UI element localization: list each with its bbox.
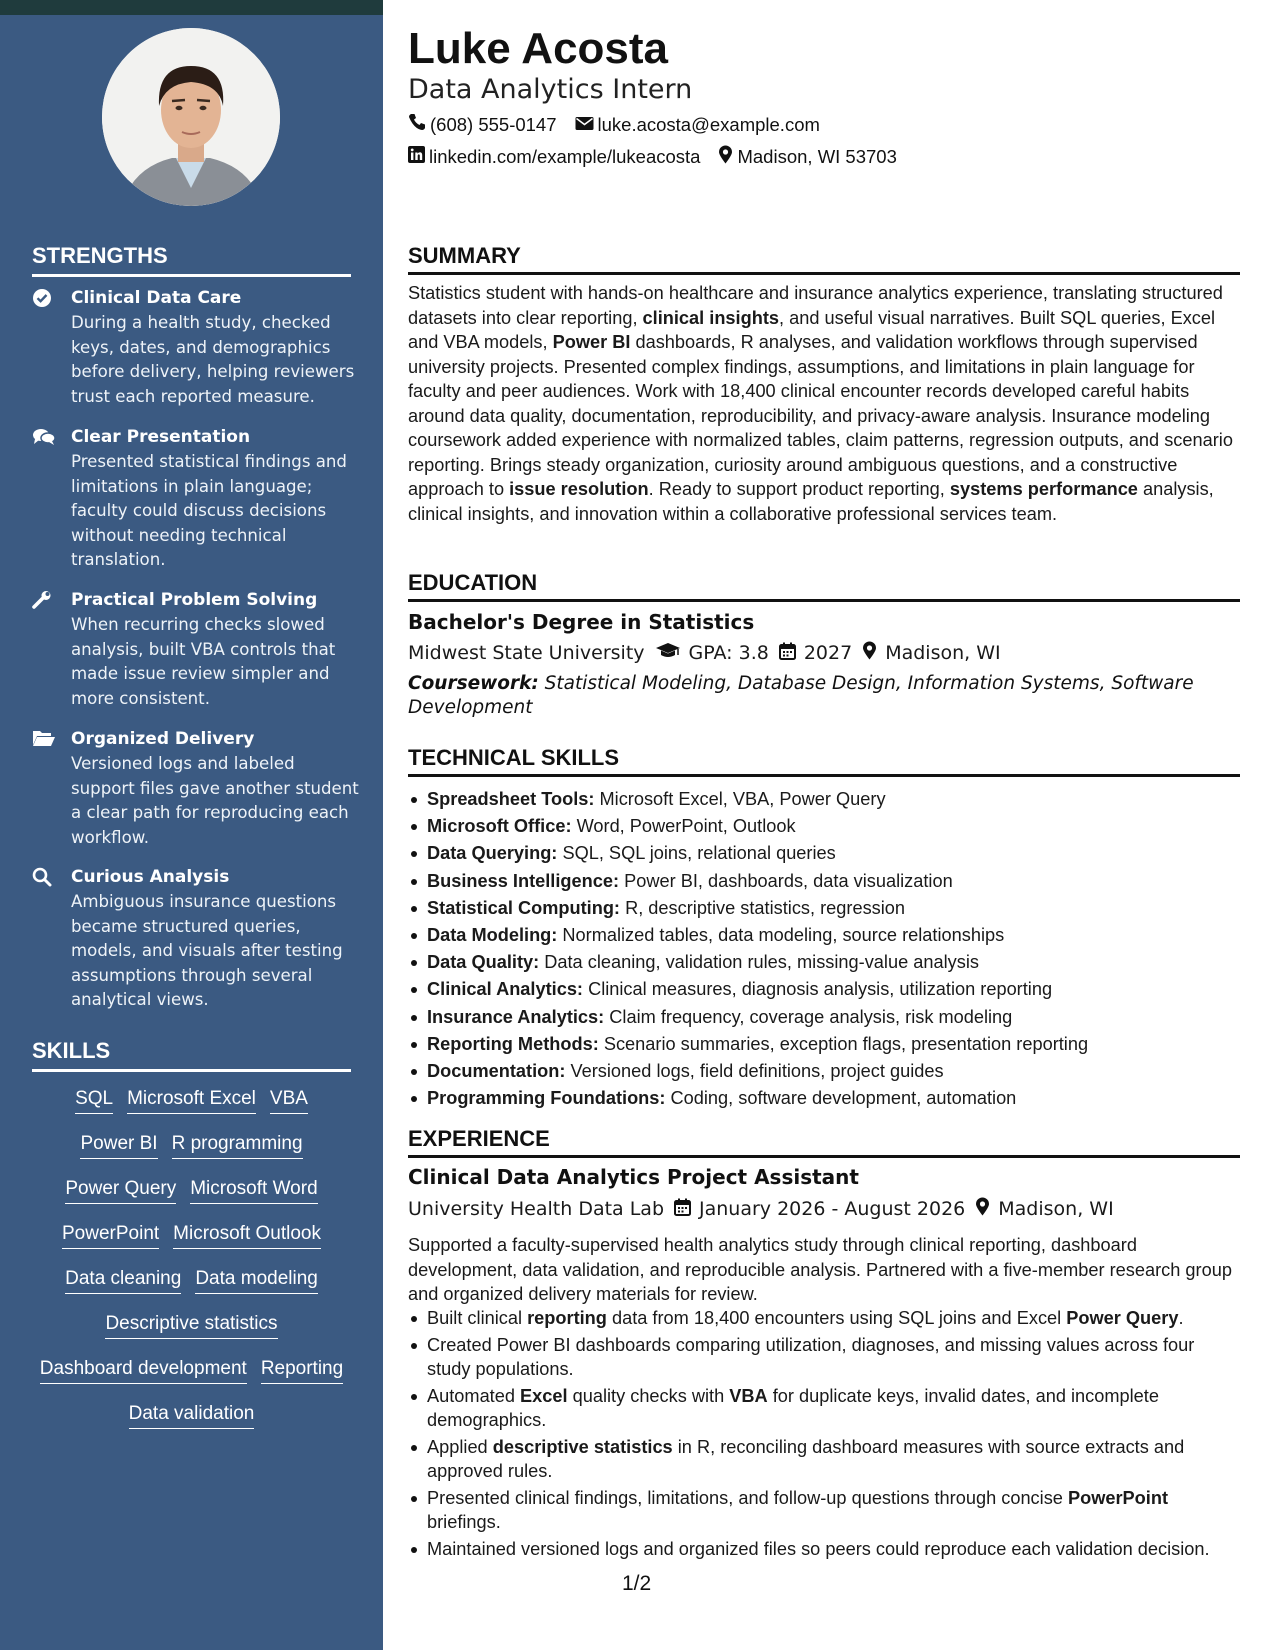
- list-item: Documentation: Versioned logs, field definitions, project guides: [408, 1058, 1240, 1085]
- strength-description: When recurring checks slowed analysis, built VBA controls that made issue review simpler and more consistent.: [71, 615, 336, 708]
- map-pin-icon: [852, 641, 885, 665]
- education-location: Madison, WI: [885, 642, 1001, 664]
- list-item: Data Querying: SQL, SQL joins, relational queries: [408, 840, 1240, 867]
- skills-row: [0, 1358, 383, 1384]
- skill-chip: SQL: [75, 1088, 113, 1114]
- linkedin-url[interactable]: linkedin.com/example/lukeacosta: [429, 146, 701, 167]
- summary-text: Statistics student with hands-on healthcare and insurance analytics experience, translating structured datasets into clear reporting, clinical insights, and useful visual narratives. Built SQL queries, Excel and VBA models, Power BI dashboards, R analyses, and validation workflows through supervised university projects. Presented complex findings, assumptions, and limitations in plain language for faculty and peer audiences. Work with 18,400 clinical encounter records developed careful habits around data quality, documentation, reproducibility, and privacy-aware analysis. Insurance modeling coursework added experience with normalized tables, claim patterns, regression outputs, and scenario reporting. Brings steady organization, curiosity around ambiguous questions, and a constructive approach to issue resolution. Ready to support product reporting, systems performance analysis, clinical insights, and innovation within a collaborative professional services team.: [408, 283, 1233, 524]
- experience-bullets: [408, 1306, 1240, 1563]
- list-item: Spreadsheet Tools: Microsoft Excel, VBA, Power Query: [408, 786, 1240, 813]
- sidebar: [0, 0, 383, 1650]
- strength-description: Presented statistical findings and limitations in plain language; faculty could discuss decisions without needing technical translation.: [71, 452, 347, 569]
- skills-row: [0, 1313, 383, 1339]
- list-item: Automated Excel quality checks with VBA for duplicate keys, invalid dates, and incomplete demographics.: [408, 1384, 1240, 1433]
- list-item: Clinical Analytics: Clinical measures, diagnosis analysis, utilization reporting: [408, 976, 1240, 1003]
- phone-icon: [408, 113, 430, 136]
- check-circle-icon: [32, 288, 54, 310]
- sidebar-top-band: [0, 0, 383, 15]
- job-title: Clinical Data Analytics Project Assistant: [408, 1165, 859, 1189]
- skill-chip: PowerPoint: [62, 1223, 159, 1249]
- skill-chip: Data cleaning: [65, 1268, 181, 1294]
- education-heading: EDUCATION: [408, 570, 1240, 602]
- candidate-title: Data Analytics Intern: [408, 74, 693, 105]
- skills-row: [0, 1268, 383, 1294]
- coursework: [408, 672, 1240, 720]
- email-contact[interactable]: [575, 114, 820, 136]
- coursework-label: Coursework:: [408, 673, 539, 694]
- skill-chip: Dashboard development: [40, 1358, 247, 1384]
- phone-contact: [408, 113, 557, 136]
- skills-row: [0, 1178, 383, 1204]
- skill-chip: Microsoft Word: [190, 1178, 317, 1204]
- skill-chip: Microsoft Outlook: [173, 1223, 321, 1249]
- phone-number: (608) 555-0147: [430, 113, 557, 135]
- map-pin-icon: [718, 145, 737, 169]
- experience-location: Madison, WI: [998, 1198, 1114, 1220]
- contact-line: [408, 113, 838, 136]
- strength-description: During a health study, checked keys, dates, and demographics before delivery, helping reviewers trust each reported measure.: [71, 313, 355, 406]
- page-number: 1/2: [622, 1572, 652, 1595]
- strength-title: Curious Analysis: [71, 867, 230, 887]
- list-item: Data Quality: Data cleaning, validation rules, missing-value analysis: [408, 949, 1240, 976]
- strength-title: Organized Delivery: [71, 729, 255, 749]
- technical-skills-list: [408, 786, 1240, 1112]
- chat-bubbles-icon: [32, 427, 54, 449]
- degree-title: Bachelor's Degree in Statistics: [408, 610, 755, 634]
- list-item: Statistical Computing: R, descriptive statistics, regression: [408, 895, 1240, 922]
- list-item: Built clinical reporting data from 18,400 encounters using SQL joins and Excel Power Query.: [408, 1306, 1240, 1331]
- experience-heading: EXPERIENCE: [408, 1126, 1240, 1158]
- folder-open-icon: [32, 729, 54, 751]
- location-text: Madison, WI 53703: [737, 146, 897, 167]
- employment-dates: January 2026 - August 2026: [699, 1198, 966, 1220]
- skills-row: [0, 1403, 383, 1429]
- linkedin-contact[interactable]: [408, 146, 700, 168]
- linkedin-icon: [408, 146, 429, 168]
- strength-title: Clear Presentation: [71, 427, 251, 447]
- calendar-icon: [664, 1198, 699, 1221]
- list-item: Presented clinical findings, limitations, and follow-up questions through concise PowerPoint briefings.: [408, 1486, 1240, 1535]
- skill-chip: Data modeling: [195, 1268, 318, 1294]
- skill-chip: VBA: [270, 1088, 308, 1114]
- profile-photo: [102, 28, 280, 206]
- contact-line: [408, 145, 915, 169]
- skill-chip: Data validation: [129, 1403, 255, 1429]
- skill-chip: Power Query: [65, 1178, 176, 1204]
- graduation-cap-icon: [645, 642, 689, 665]
- location-contact: [718, 145, 896, 169]
- skills-row: [0, 1088, 383, 1114]
- experience-meta: [408, 1197, 1114, 1221]
- gpa: GPA: 3.8: [688, 642, 769, 664]
- education-meta: [408, 641, 1001, 665]
- skill-chip: Descriptive statistics: [105, 1313, 277, 1339]
- list-item: Insurance Analytics: Claim frequency, coverage analysis, risk modeling: [408, 1004, 1240, 1031]
- strengths-heading: STRENGTHS: [32, 243, 351, 277]
- coursework-list: Statistical Modeling, Database Design, Information Systems, Software Development: [408, 673, 1194, 718]
- email-address[interactable]: luke.acosta@example.com: [597, 113, 820, 135]
- list-item: Maintained versioned logs and organized files so peers could reproduce each validation decision.: [408, 1537, 1240, 1562]
- envelope-icon: [575, 114, 598, 136]
- school-name: Midwest State University: [408, 642, 645, 664]
- summary-heading: SUMMARY: [408, 243, 1240, 275]
- candidate-name: Luke Acosta: [408, 24, 669, 73]
- graduation-year: 2027: [803, 642, 853, 664]
- list-item: Business Intelligence: Power BI, dashboards, data visualization: [408, 868, 1240, 895]
- calendar-icon: [769, 642, 804, 665]
- list-item: Applied descriptive statistics in R, reconciling dashboard measures with source extracts and approved rules.: [408, 1435, 1240, 1484]
- strength-title: Practical Problem Solving: [71, 590, 318, 610]
- technical-skills-heading: TECHNICAL SKILLS: [408, 745, 1240, 777]
- list-item: Programming Foundations: Coding, software development, automation: [408, 1085, 1240, 1112]
- search-icon: [32, 867, 54, 889]
- skill-chip: Microsoft Excel: [127, 1088, 256, 1114]
- skill-chip: R programming: [172, 1133, 303, 1159]
- wrench-icon: [32, 590, 54, 612]
- skill-chip: Reporting: [261, 1358, 343, 1384]
- experience-description: Supported a faculty-supervised health analytics study through clinical reporting, dashboard development, data validation, and reproducible analysis. Partnered with a five-member research group and organized delivery materials for review.: [408, 1235, 1232, 1304]
- list-item: Created Power BI dashboards comparing utilization, diagnoses, and missing values across four study populations.: [408, 1333, 1240, 1382]
- strength-description: Versioned logs and labeled support files gave another student a clear path for reproducing each workflow.: [71, 754, 359, 847]
- list-item: Data Modeling: Normalized tables, data modeling, source relationships: [408, 922, 1240, 949]
- organization-name: University Health Data Lab: [408, 1198, 665, 1220]
- list-item: Reporting Methods: Scenario summaries, exception flags, presentation reporting: [408, 1031, 1240, 1058]
- list-item: Microsoft Office: Word, PowerPoint, Outlook: [408, 813, 1240, 840]
- strength-description: Ambiguous insurance questions became structured queries, models, and visuals after testing assumptions through several analytical views.: [71, 892, 343, 1009]
- skills-row: [0, 1133, 383, 1159]
- skill-chip: Power BI: [80, 1133, 157, 1159]
- skills-row: [0, 1223, 383, 1249]
- map-pin-icon: [965, 1197, 998, 1221]
- skills-heading: SKILLS: [32, 1038, 351, 1072]
- strength-title: Clinical Data Care: [71, 288, 242, 308]
